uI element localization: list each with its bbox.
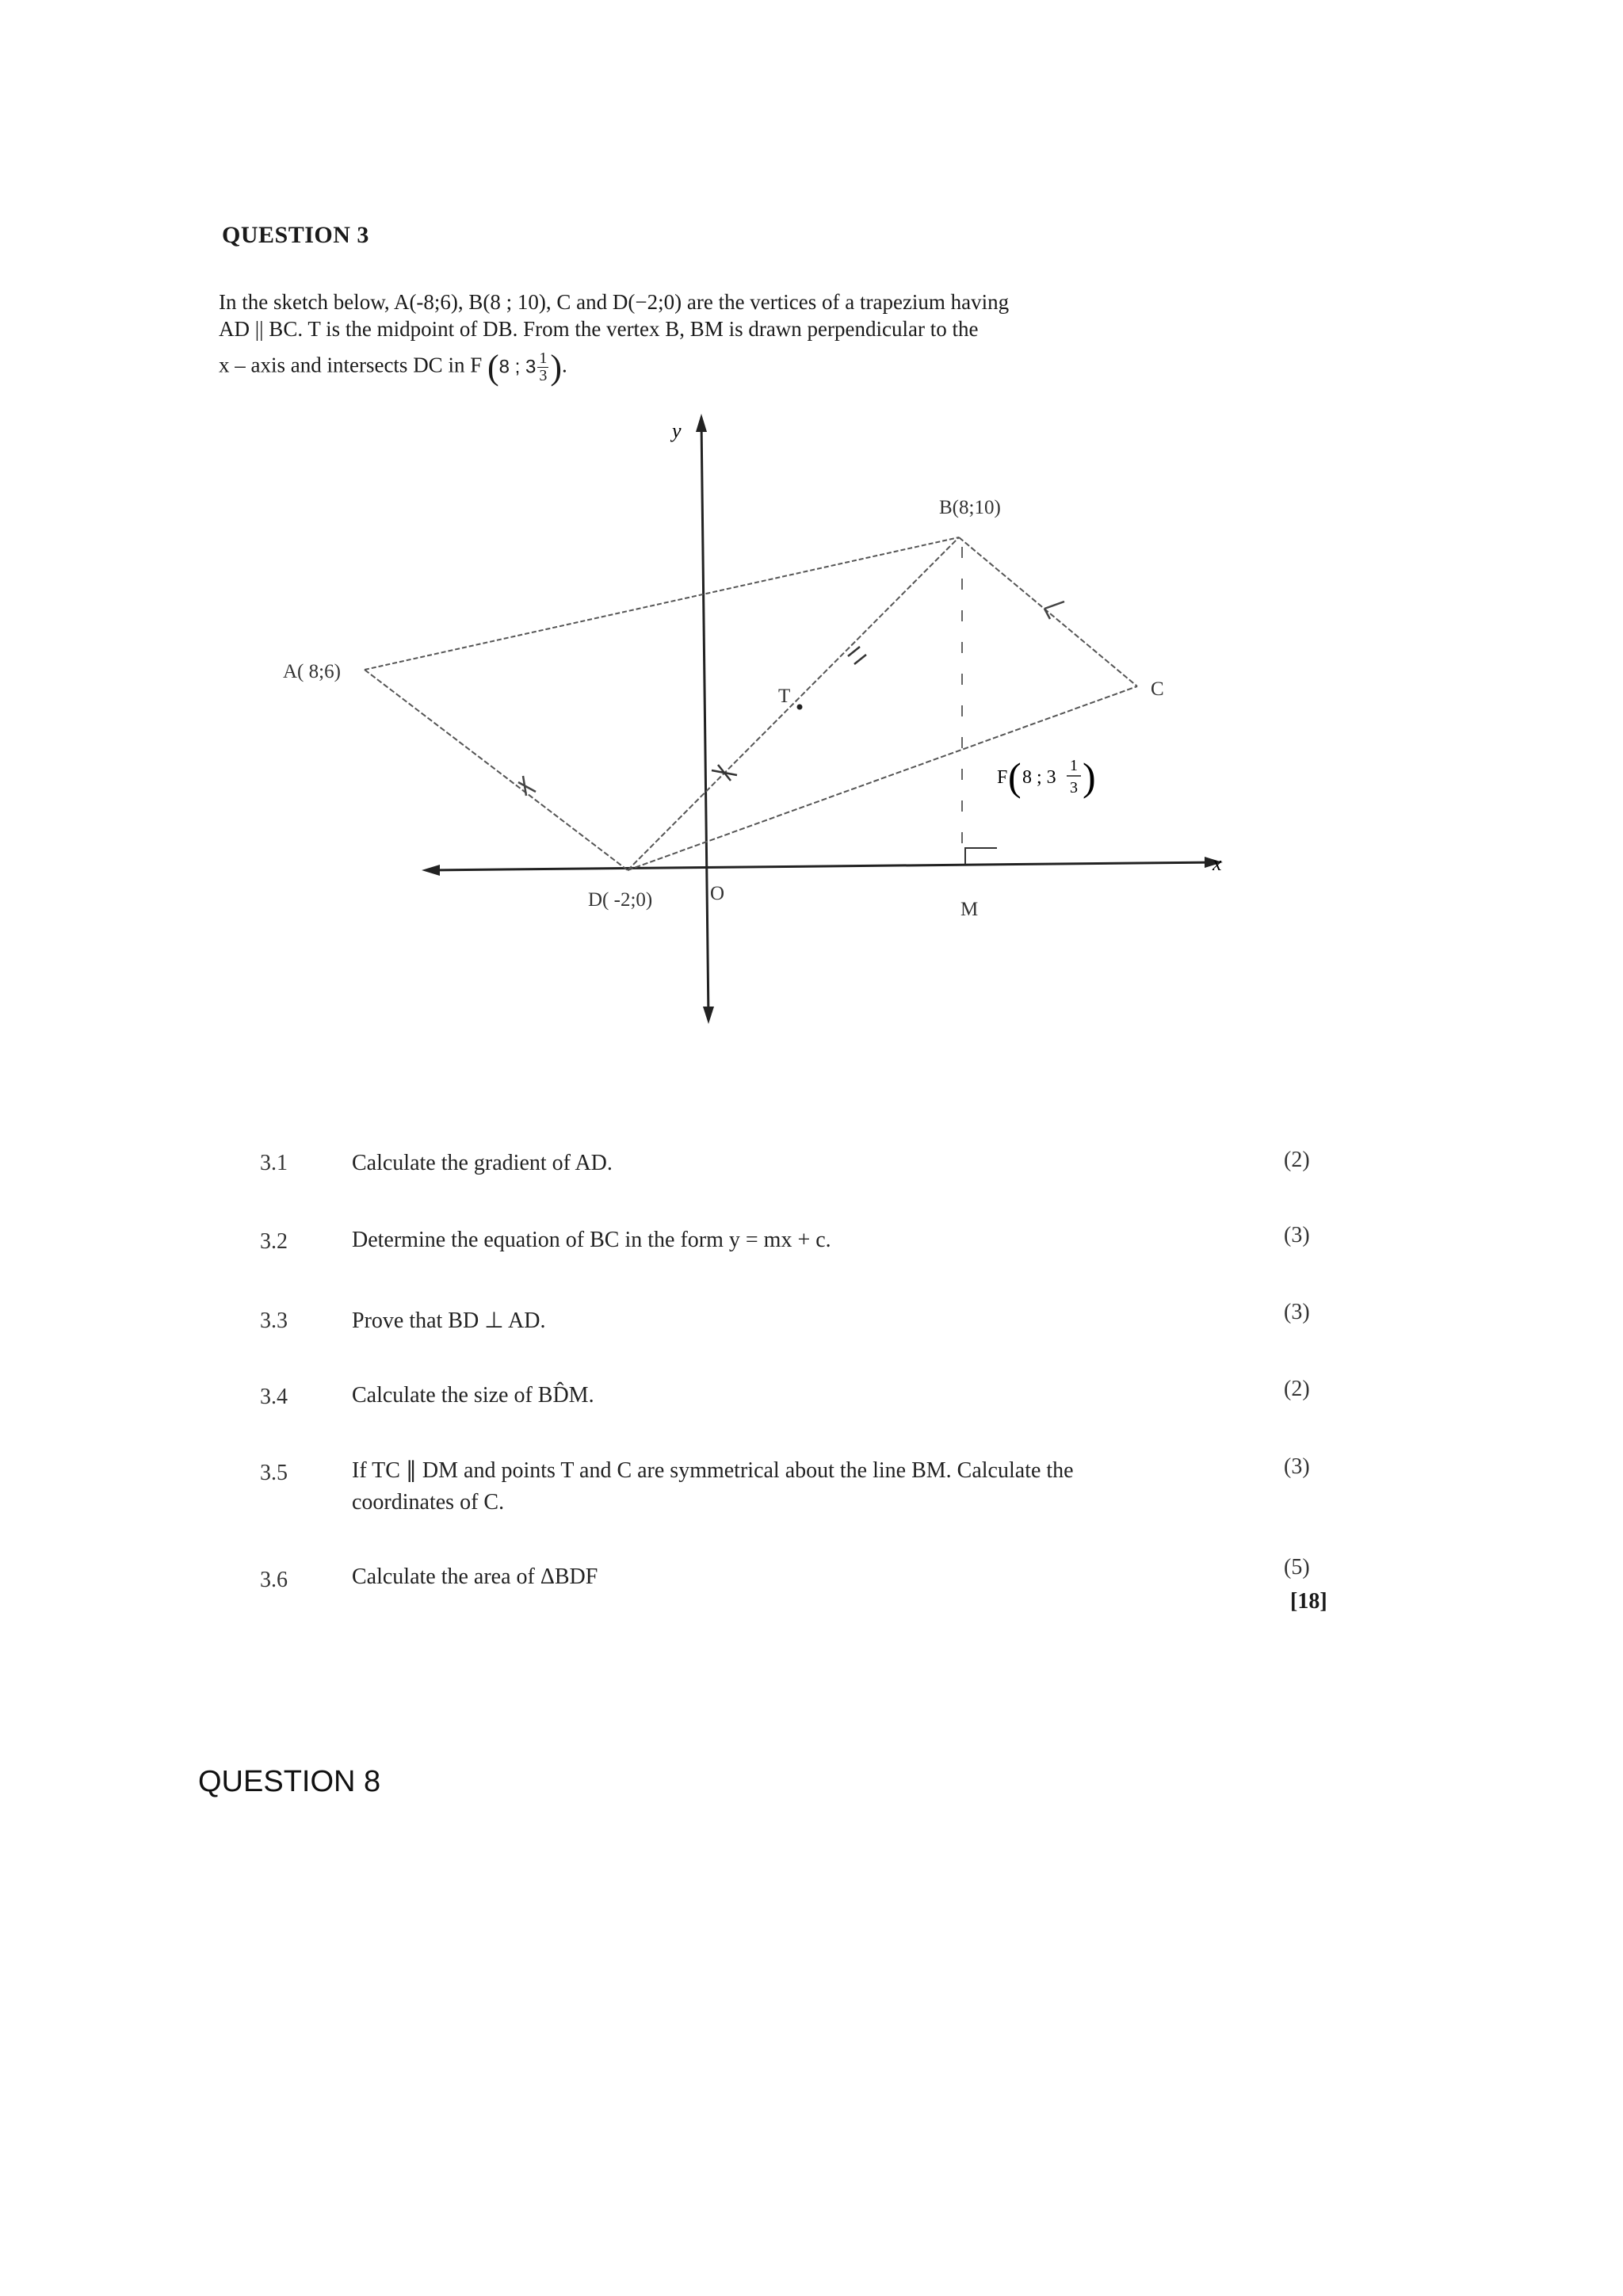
point-f-coordinate: 8 ; 3 [498,356,537,378]
y-axis-arrow-down [703,1007,714,1024]
trapezium-sketch [0,0,1623,1110]
subquestion-number: 3.1 [260,1151,288,1175]
subquestion-marks: (5) [1284,1555,1310,1580]
subquestion-text: Calculate the gradient of AD. [352,1151,613,1175]
intro-line-3-text: x – axis and intersects DC in F [219,353,483,377]
close-paren: ) [550,348,562,387]
question-title: QUESTION 3 [222,222,369,248]
subquestion-number: 3.3 [260,1308,288,1333]
subquestion-number: 3.5 [260,1461,288,1485]
y-axis-label: y [672,419,682,442]
side-bc [959,537,1137,686]
label-f-close-paren: ) [1083,755,1096,799]
total-marks: [18] [1290,1589,1327,1614]
label-f-denominator: 3 [1070,779,1078,797]
subquestion-number: 3.2 [260,1229,288,1254]
subquestion-marks: (2) [1284,1148,1310,1172]
label-f-numerator: 1 [1070,757,1078,774]
right-angle-marker [965,848,997,864]
y-axis-arrow-up [696,414,707,432]
subquestion-text-continued: coordinates of C. [352,1490,505,1515]
diagonal-db [628,537,959,870]
side-ad [365,670,628,870]
subquestion-number: 3.4 [260,1385,288,1409]
subquestion-text: If TC ∥ DM and points T and C are symmetrical about the line BM. Calculate the [352,1458,1074,1483]
subquestion-marks: (3) [1284,1454,1310,1479]
intro-line-2: AD || BC. T is the midpoint of DB. From the vertex B, BM is drawn perpendicular to the [219,317,979,341]
intro-line-3-end: . [561,353,567,377]
label-a: A( 8;6) [283,661,341,682]
x-axis [428,862,1216,870]
tick-dt-2 [712,770,737,775]
label-f-coordinate: 8 ; 3 [1022,767,1056,788]
label-f-group [997,755,1096,799]
intro-line-1: In the sketch below, A(-8;6), B(8 ; 10), C and D(−2;0) are the vertices of a trapezium having [219,290,1010,314]
label-t: T [778,686,791,707]
subquestion-text: Determine the equation of BC in the form y = mx + c. [352,1228,831,1252]
label-d: D( -2;0) [588,889,653,911]
subquestion-marks: (3) [1284,1223,1310,1247]
tick-tb-2 [854,655,866,664]
label-o: O [710,883,725,904]
next-question-heading: QUESTION 8 [198,1765,381,1798]
subquestion-marks: (3) [1284,1300,1310,1324]
subquestion-number: 3.6 [260,1568,288,1592]
label-m: M [960,899,979,920]
fraction-denominator: 3 [539,367,548,384]
label-b: B(8;10) [939,497,1001,518]
open-paren: ( [487,348,499,387]
subquestion-text: Prove that BD ⊥ AD. [352,1308,546,1333]
fraction-numerator: 1 [539,350,548,367]
point-t [797,705,803,710]
subquestion-marks: (2) [1284,1377,1310,1401]
side-ab [365,537,959,670]
label-c: C [1151,678,1164,700]
x-axis-arrow-left [422,865,440,876]
y-axis [701,420,708,1018]
subquestion-text: Calculate the size of BD̂M. [352,1383,594,1408]
label-f-open-paren: ( [1008,755,1022,799]
subquestion-text: Calculate the area of ΔBDF [352,1564,598,1589]
x-axis-label: x [1212,852,1222,875]
label-f: F [997,767,1008,788]
parallel-mark-ad [518,776,536,796]
